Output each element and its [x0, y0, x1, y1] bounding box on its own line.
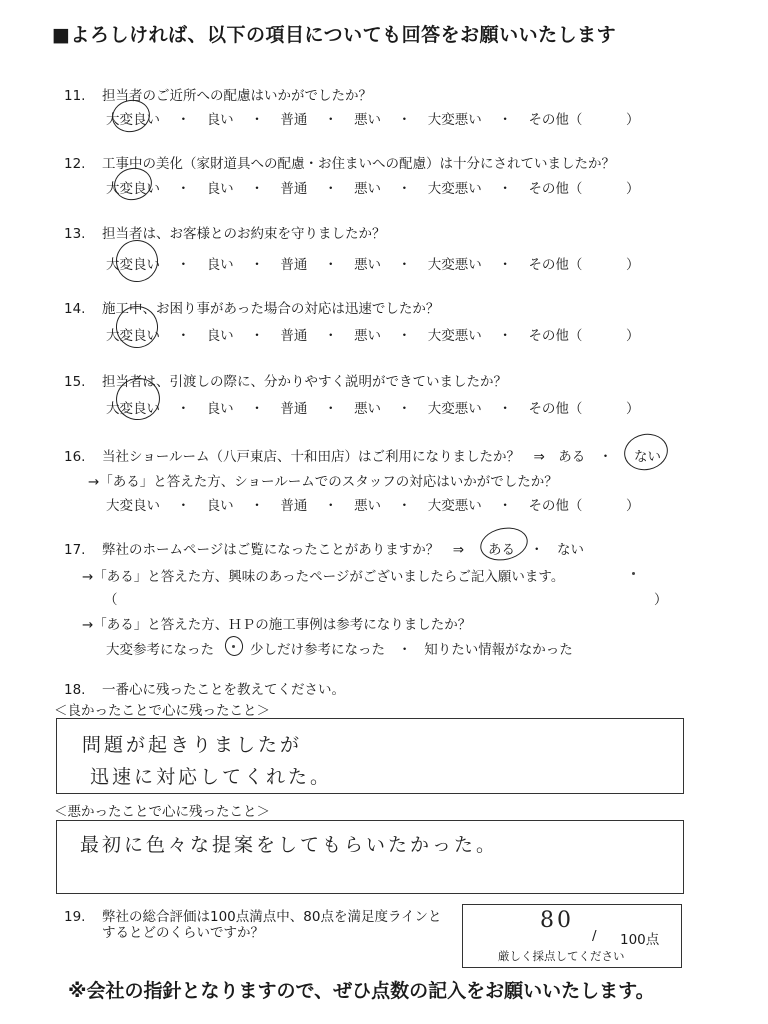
separator: ・: [250, 498, 264, 514]
option-very-good[interactable]: 大変良い: [106, 112, 160, 128]
good-answer-line-2: 迅速に対応してくれた。: [90, 766, 333, 788]
separator: ・: [397, 498, 412, 514]
option-normal[interactable]: 普通: [280, 181, 308, 197]
close-paren: ）: [654, 592, 668, 608]
option-very-good[interactable]: 大変良い: [106, 401, 160, 417]
option-very-bad[interactable]: 大変悪い: [427, 401, 482, 417]
question-19-line-2: するとどのくらいですか？: [102, 925, 264, 941]
rating-options-11: [106, 108, 582, 128]
option-bad[interactable]: 悪い: [354, 328, 382, 344]
answer-no[interactable]: ない: [634, 449, 661, 465]
separator: ・: [397, 112, 412, 128]
option-normal[interactable]: 普通: [280, 498, 308, 514]
option-bad[interactable]: 悪い: [354, 257, 382, 273]
option-slightly-useful[interactable]: 少しだけ参考になった: [250, 642, 385, 658]
option-good[interactable]: 良い: [206, 112, 234, 128]
separator: ・: [397, 328, 412, 344]
question-number: 15.: [64, 374, 86, 390]
question-number: 13.: [64, 226, 86, 242]
separator: ・: [176, 181, 191, 197]
score-note: 厳しく採点してください: [498, 949, 625, 963]
option-very-bad[interactable]: 大変悪い: [427, 181, 482, 197]
option-very-good[interactable]: 大変良い: [106, 498, 160, 514]
question-number: 17.: [64, 542, 86, 558]
option-very-good[interactable]: 大変良い: [106, 328, 160, 344]
option-good[interactable]: 良い: [206, 498, 234, 514]
separator: ・: [323, 181, 338, 197]
separator: ・: [397, 257, 412, 273]
question-16-followup: →「ある」と答えた方、ショールームでのスタッフの対応はいかがでしたか？: [88, 474, 558, 490]
question-text: 弊社の総合評価は100点満点中、80点を満足度ラインと: [102, 909, 442, 925]
good-label: ＜良かったことで心に残ったこと＞: [54, 703, 270, 719]
separator: ・: [498, 401, 512, 417]
option-bad[interactable]: 悪い: [354, 112, 382, 128]
question-18: [64, 678, 345, 698]
rating-options-16: [106, 494, 582, 514]
answer-rest: ・ ない: [530, 542, 584, 558]
question-text: 当社ショールーム（八戸東店、十和田店）はご利用になりましたか？ ⇒ ある ・: [102, 449, 613, 465]
selection-circle: [112, 236, 162, 286]
question-number: 16.: [64, 449, 86, 465]
option-very-useful[interactable]: 大変参考になった: [106, 642, 214, 658]
rating-options-13: [106, 253, 582, 273]
score-slash: /: [592, 928, 597, 944]
footer-note: ※会社の指針となりますので、ぜひ点数の記入をお願いいたします。: [68, 980, 655, 1002]
question-number: 18.: [64, 682, 86, 698]
separator: ・: [498, 181, 512, 197]
selection-circle: [621, 430, 672, 474]
separator: ・: [250, 328, 264, 344]
selection-circle: [477, 523, 531, 564]
option-bad[interactable]: 悪い: [354, 181, 382, 197]
separator: ・: [323, 328, 338, 344]
question-text: 弊社のホームページはご覧になったことがありますか？ ⇒: [102, 542, 465, 558]
open-paren: （: [104, 592, 118, 608]
option-normal[interactable]: 普通: [280, 328, 308, 344]
score-value: 80: [540, 908, 574, 933]
separator: ・: [250, 112, 264, 128]
option-good[interactable]: 良い: [206, 257, 234, 273]
option-normal[interactable]: 普通: [280, 257, 308, 273]
option-other[interactable]: その他（: [528, 112, 583, 128]
question-17-followup-1: →「ある」と答えた方、興味のあったページがございましたらご記入願います。: [82, 569, 565, 585]
close-paren: ）: [626, 257, 640, 273]
question-text: 担当者は、お客様とのお約束を守りましたか？: [102, 226, 386, 242]
question-12: [64, 152, 615, 172]
separator: ・: [176, 112, 191, 128]
close-paren: ）: [626, 401, 640, 417]
hp-options: [106, 638, 573, 658]
separator: ・: [498, 498, 512, 514]
option-good[interactable]: 良い: [206, 181, 234, 197]
close-paren: ）: [626, 498, 640, 514]
separator: ・: [323, 498, 338, 514]
question-text: 施工中、お困り事があった場合の対応は迅速でしたか？: [102, 301, 440, 317]
question-17: [64, 538, 464, 558]
question-13: [64, 222, 386, 242]
bad-label: ＜悪かったことで心に残ったこと＞: [54, 804, 270, 820]
close-paren: ）: [626, 112, 640, 128]
question-number: 19.: [64, 909, 86, 925]
option-bad[interactable]: 悪い: [354, 498, 382, 514]
option-no-info[interactable]: 知りたい情報がなかった: [424, 642, 573, 658]
answer-yes[interactable]: ある: [488, 542, 515, 558]
option-other[interactable]: その他（: [528, 401, 583, 417]
option-normal[interactable]: 普通: [280, 401, 308, 417]
option-very-bad[interactable]: 大変悪い: [427, 257, 482, 273]
question-text: 担当者のご近所への配慮はいかがでしたか？: [102, 88, 372, 104]
separator: ・: [176, 257, 191, 273]
close-paren: ）: [626, 328, 640, 344]
close-paren: ）: [626, 181, 640, 197]
option-very-good[interactable]: 大変良い: [106, 257, 160, 273]
stray-mark: [632, 572, 635, 575]
option-other[interactable]: その他（: [528, 498, 583, 514]
separator: ・: [498, 257, 512, 273]
question-text: 一番心に残ったことを教えてください。: [102, 682, 345, 698]
separator: ・: [498, 328, 512, 344]
question-text: 工事中の美化（家財道具への配慮・お住まいへの配慮）は十分にされていましたか？: [102, 156, 615, 172]
separator: ・: [323, 401, 338, 417]
option-normal[interactable]: 普通: [280, 112, 308, 128]
rating-options-14: [106, 324, 582, 344]
question-17-followup-2: →「ある」と答えた方、ＨＰの施工事例は参考になりましたか？: [82, 617, 472, 633]
separator: ・: [176, 328, 191, 344]
separator: ・: [498, 112, 512, 128]
option-very-bad[interactable]: 大変悪い: [427, 328, 482, 344]
option-other[interactable]: その他（: [528, 257, 583, 273]
question-16: [64, 445, 612, 465]
question-11: [64, 84, 372, 104]
option-very-bad[interactable]: 大変悪い: [427, 112, 482, 128]
question-number: 12.: [64, 156, 86, 172]
good-answer-line-1: 問題が起きりましたが: [82, 734, 303, 756]
separator: ・: [323, 257, 338, 273]
option-other[interactable]: その他（: [528, 181, 583, 197]
option-good[interactable]: 良い: [206, 328, 234, 344]
separator: ・: [397, 642, 412, 658]
option-very-good[interactable]: 大変良い: [106, 181, 160, 197]
option-good[interactable]: 良い: [206, 401, 234, 417]
score-max: 100点: [620, 932, 660, 948]
question-text: 担当者は、引渡しの際に、分かりやすく説明ができていましたか？: [102, 374, 507, 390]
question-number: 11.: [64, 88, 86, 104]
survey-heading: ■よろしければ、以下の項目についても回答をお願いいたします: [52, 24, 617, 46]
separator: ・: [250, 181, 264, 197]
separator: ・: [176, 401, 191, 417]
option-other[interactable]: その他（: [528, 328, 583, 344]
selection-dot: [232, 645, 235, 648]
separator: ・: [397, 181, 412, 197]
bad-answer-line-1: 最初に色々な提案をしてもらいたかった。: [80, 834, 499, 856]
separator: ・: [397, 401, 412, 417]
separator: ・: [250, 401, 264, 417]
separator: ・: [176, 498, 191, 514]
option-bad[interactable]: 悪い: [354, 401, 382, 417]
rating-options-15: [106, 397, 582, 417]
question-number: 14.: [64, 301, 86, 317]
option-very-bad[interactable]: 大変悪い: [427, 498, 482, 514]
separator: ・: [250, 257, 264, 273]
rating-options-12: [106, 177, 582, 197]
separator: ・: [323, 112, 338, 128]
